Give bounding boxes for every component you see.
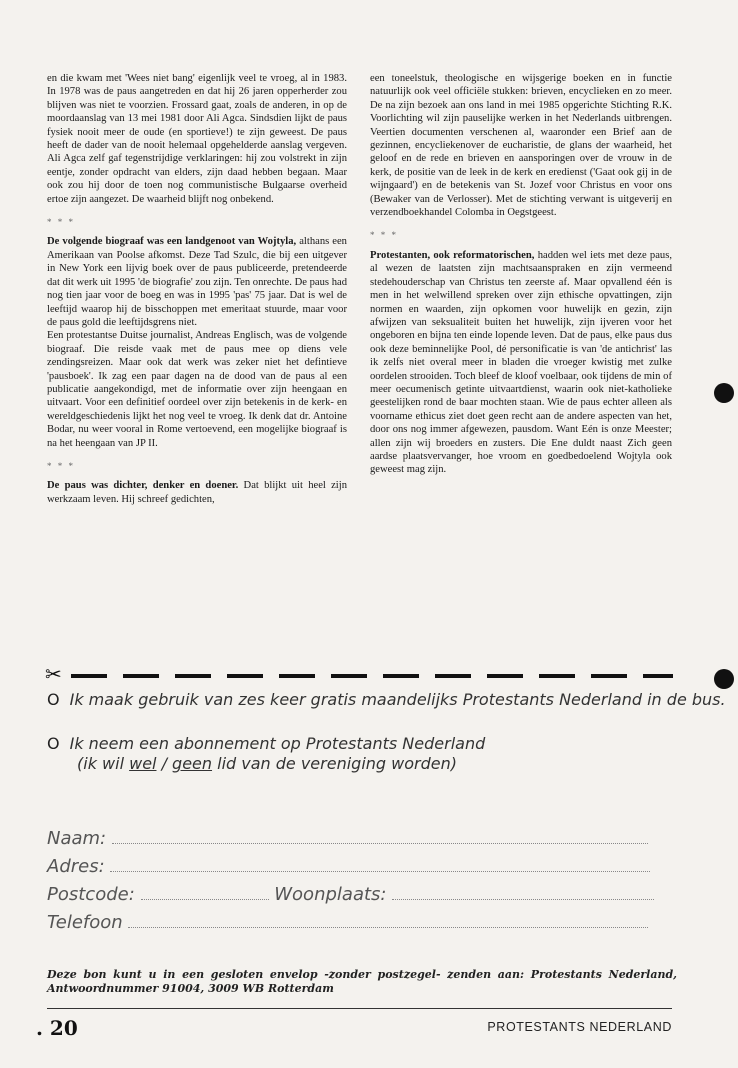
phone-label: Telefoon <box>47 912 123 933</box>
paragraph <box>47 479 347 506</box>
lead-in: Protestanten, ook reformatorischen, <box>370 249 535 261</box>
section-separator: * * * <box>47 460 75 471</box>
right-column <box>370 72 672 477</box>
scissors-icon: ✂ <box>45 664 62 686</box>
paragraph: een toneelstuk, theologische en wijsgerige boeken en in functie natuurlijk ook veel officiële stukken: brieven, encyclieken en zo meer. De na zijn bezoek aan ons land in mei 1985 opgerichte Stichting R.K. Voorlichting wil zijn pauselijke werken in het Nederlands uitbrengen. Veertien documenten verschenen al, waaronder een Brief aan de gezinnen, encycliekenover de eucharistie, de glans der waarheid, het geloof en de rede en brieven en aansporingen over de vrouw in de kerk, de positie van de leek in de kerk en eredienst ('Gaat ook gij in de wijngaard') en de betekenis van St. Jozef voor Christus en voor ons (Bewaker van de Verlosser). Met de stichting verwant is uitgeverij en verzendboekhandel Colomba in Oegstgeest. <box>370 73 672 219</box>
lead-in: De paus was dichter, denker en doener. <box>47 480 239 492</box>
choice-separator: / <box>156 754 173 773</box>
address-label: Adres: <box>47 856 105 877</box>
address-input-line[interactable] <box>110 870 650 872</box>
paragraph: Een protestantse Duitse journalist, Andreas Englisch, was de volgende biograaf. Die reisde vaak met de paus mee op diens vele zendingsreizen. Maar ook dat werk was zeker niet het defintieve 'pausboek'. Ik zag een paar dagen na de dood van de paus al een publicatie aangekondigd, met de informatie over zijn heengaan en uitvaart. Voor een definitief oordeel over zijn betekenis in de kerk- en wereldgeschiedenis lijkt het nog veel te vroeg. Ik denk dat dr. Antoine Bodar, nu weer vooral in Rome vertoevend, een mogelijke biograaf is na het heengaan van JP II. <box>47 330 347 449</box>
left-column <box>47 72 347 506</box>
phone-input-line[interactable] <box>128 926 648 928</box>
city-input-line[interactable] <box>392 898 654 900</box>
paragraph: en die kwam met 'Wees niet bang' eigenlijk veel te vroeg, al in 1983. In 1978 was de paus aangetreden en dat hij 26 jaren opperherder zou blijven was niet te voorzien. Frossard gaat, zoals de anderen, in op de moordaanslag van 13 mei 1981 door Ali Agca. Sindsdien lijkt de paus fysiek nooit meer de oude (en sportieve!) te zijn geweest. De paus heeft de dader van de nooit helemaal opgehelderde aanslag vergeven. Ali Agca zelf gaf tegenstrijdige verklaringen: hij zou volstrekt in zijn eentje, zonder opdracht van elders, zijn daad hebben begaan. Maar ook zou hij door de toen nog communistische Bulgaarse overheid ertoe zijn aangezet. De waarheid blijft nog onbekend. <box>47 73 347 205</box>
postcode-label: Postcode: <box>47 884 135 905</box>
membership-text: (ik wil <box>77 754 130 773</box>
page-number: . 20 <box>36 1016 78 1040</box>
cut-line <box>45 665 673 685</box>
paragraph <box>370 249 672 477</box>
paragraph-body: Dat blijkt uit heel zijn werkzaam leven. Hij schreef gedichten, <box>47 480 347 505</box>
city-label: Woonplaats: <box>274 884 387 905</box>
option-subscription[interactable] <box>47 734 485 774</box>
option-checkbox[interactable]: O <box>47 734 60 753</box>
option-label: Ik neem een abonnement op Protestants Nederland <box>69 734 486 753</box>
paragraph-body: hadden wel iets met deze paus, al wezen de laatsten zijn machtsaanspraken en zijn vermeend stedehouderschap van Christus ten zeerste af. Maar opvallend één is men in het welwillend spreken over zijn ethische opvattingen, zijn normen en waarden, zijn opkomen voor huwelijk en gezin, zijn afwijzen van seksualiteit buiten het huwelijk, zijn ijveren voor het ongeboren en bijna ten einde lopende leven. Dat de paus, elke paus dus ook deze beminnelijke Pool, dé personificatie is van 'de antichrist' las ik zelfs niet overal meer in bladen die vroeger kwistig met zulke oordelen strooiden. Toch bleef de kloof voelbaar, ook tijdens de min of meer oecumenisch getinte uitvaartdienst, waarin ook niet-katholieke geestelijken rond de baar mochten staan. Wie de paus echter alleen als voorname ethicus ziet doet geen recht aan de andere aspecten van het, door ons nog immer afgewezen, pausdom. Want Eén is onze Meester; allen zijn wij broeders en zusters. Die Ene duldt naast Zich geen aardse plaatsvervanger, hoe vroom en goedbedoelend Wojtyla ook geweest mag zijn. <box>370 249 672 476</box>
paragraph-body: althans een Amerikaan van Poolse afkomst. Deze Tad Szulc, die bij een uitgever in New York een lijvig boek over de paus publiceerde, pretendeerde dat dit werk uit 1995 'de biografie' zou zijn. Ten onrechte. De paus had nog tien jaar voor de boeg en was in 1995 'pas' 75 jaar. Dat is wel de leeftijd waarop hij de bisschoppen met emeritaat stuurde, maar voor de paus gold die leeftijdsgrens niet. <box>47 236 347 328</box>
mailing-instructions: Deze bon kunt u in een gesloten envelop -zonder postzegel- zenden aan: Protestants Nederland, Antwoordnummer 91004, 3009 WB Rotterdam <box>47 968 677 995</box>
section-separator: * * * <box>370 230 398 241</box>
name-field[interactable] <box>47 828 648 850</box>
choice-geen[interactable]: geen <box>172 754 213 773</box>
option-checkbox[interactable]: O <box>47 690 60 709</box>
footer-rule <box>47 1008 672 1009</box>
lead-in: De volgende biograaf was een landgenoot van Wojtyla, <box>47 236 297 248</box>
punch-hole <box>714 669 734 689</box>
address-field[interactable] <box>47 856 650 878</box>
name-label: Naam: <box>47 828 107 849</box>
postcode-input-line[interactable] <box>141 898 269 900</box>
option-label: Ik maak gebruik van zes keer gratis maandelijks Protestants Nederland in de bus. <box>69 690 726 709</box>
option-free-trial[interactable] <box>47 690 726 710</box>
postcode-field[interactable] <box>47 884 654 906</box>
name-input-line[interactable] <box>112 842 648 844</box>
choice-wel[interactable]: wel <box>129 754 157 773</box>
phone-field[interactable] <box>47 912 648 934</box>
publication-name: PROTESTANTS NEDERLAND <box>487 1020 672 1034</box>
membership-choice <box>47 754 485 774</box>
membership-text: lid van de vereniging worden) <box>212 754 457 773</box>
punch-hole <box>714 383 734 403</box>
section-separator: * * * <box>47 217 75 228</box>
paragraph <box>47 235 347 329</box>
dashed-line <box>71 674 673 678</box>
